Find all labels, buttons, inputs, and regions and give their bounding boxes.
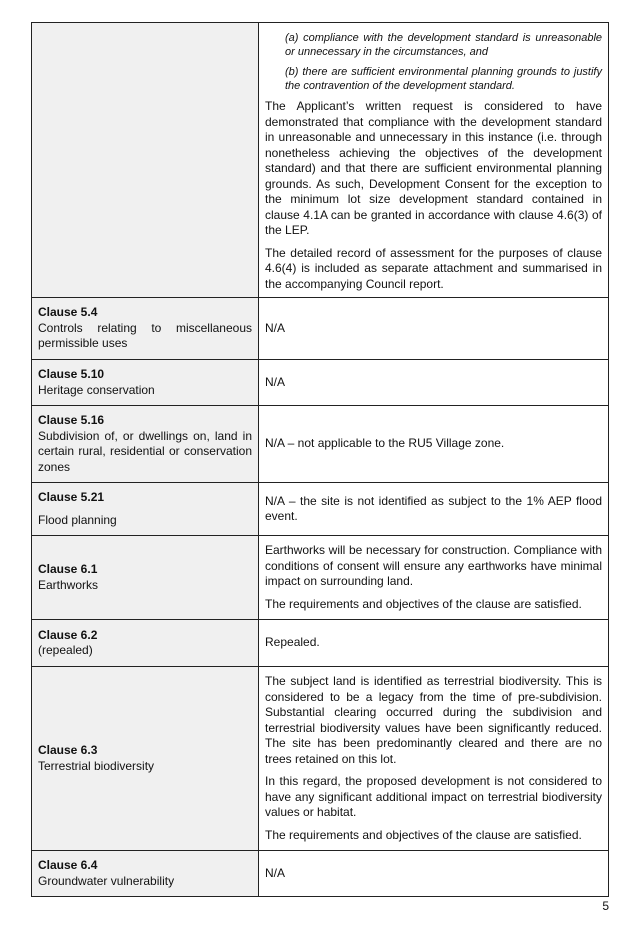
assessment-paragraph: The requirements and objectives of the clause are satisfied. <box>265 827 582 842</box>
clause-cell <box>32 406 259 483</box>
assessment-paragraph: Repealed. <box>265 635 320 650</box>
assessment-cell <box>259 536 609 620</box>
document-page <box>31 22 609 897</box>
assessment-paragraph: Earthworks will be necessary for construction. Compliance with conditions of consent will ensure any earthworks have minimal impact on surrounding land. <box>265 543 602 588</box>
assessment-cell <box>259 851 609 897</box>
clause-cell <box>32 851 259 897</box>
assessment-cell <box>259 667 609 851</box>
clause-cell <box>32 536 259 620</box>
assessment-paragraph: N/A – the site is not identified as subject to the 1% AEP flood event. <box>265 493 602 523</box>
table-row-intro <box>32 23 609 298</box>
clause-number: Clause 5.10 <box>38 367 105 381</box>
clause-title: Heritage conservation <box>38 382 155 397</box>
assessment-cell <box>259 360 609 406</box>
quote-a: (a) compliance with the development standard is unreasonable or unnecessary in the circumstances, and <box>285 32 602 58</box>
clause-cell-empty <box>32 23 259 298</box>
clause-number: Clause 6.3 <box>38 743 98 757</box>
table-row <box>32 536 609 620</box>
assessment-paragraph: N/A <box>265 374 286 389</box>
table-row <box>32 851 609 897</box>
table-row <box>32 620 609 667</box>
assessment-paragraph: N/A <box>265 865 286 880</box>
clause-number: Clause 6.4 <box>38 858 98 872</box>
clause-title: Terrestrial biodiversity <box>38 758 155 773</box>
clause-number: Clause 6.2 <box>38 627 98 642</box>
assessment-paragraph: The Applicant’s written request is considered to have demonstrated that compliance with the development standard in unreasonable and unnecessary in this instance (i.e. through nonetheless achieving the objectives of the development standard) and that there are sufficient environmental planning grounds. As such, Development Consent for the exception to the minimum lot size development standard contained in clause 4.1A can be granted in accordance with clause 4.6(3) of the LEP. <box>265 99 602 237</box>
assessment-paragraph: N/A – not applicable to the RU5 Village zone. <box>265 436 505 451</box>
assessment-cell <box>259 483 609 536</box>
assessment-cell <box>259 620 609 667</box>
clause-cell <box>32 298 259 360</box>
clause-title: Controls relating to miscellaneous permissible uses <box>38 320 252 351</box>
page-number: 5 <box>602 899 609 913</box>
table-row <box>32 483 609 536</box>
assessment-paragraph: N/A <box>265 320 286 335</box>
clause-number: Clause 6.1 <box>38 562 98 576</box>
clause-cell <box>32 483 259 536</box>
table-row <box>32 360 609 406</box>
clause-title: Earthworks <box>38 577 99 592</box>
lep-assessment-table <box>31 22 609 897</box>
clause-number: Clause 5.4 <box>38 305 98 320</box>
quote-b: (b) there are sufficient environmental planning grounds to justify the contravention of the development standard. <box>285 66 602 92</box>
clause-title: Subdivision of, or dwellings on, land in certain rural, residential or conservation zones <box>38 428 252 474</box>
table-row <box>32 298 609 360</box>
table-row <box>32 406 609 483</box>
assessment-paragraph: The detailed record of assessment for the purposes of clause 4.6(4) is included as separate attachment and summarised in the accompanying Council report. <box>265 245 602 291</box>
clause-number: Clause 5.16 <box>38 413 105 427</box>
clause-title: (repealed) <box>38 643 93 657</box>
clause-number: Clause 5.21 <box>38 490 105 504</box>
clause-cell <box>32 667 259 851</box>
assessment-cell <box>259 23 609 298</box>
clause-title: Groundwater vulnerability <box>38 873 175 888</box>
table-row <box>32 667 609 851</box>
assessment-paragraph: In this regard, the proposed development is not considered to have any significant additional impact on terrestrial biodiversity values or habitat. <box>265 774 602 819</box>
assessment-cell <box>259 406 609 483</box>
clause-cell <box>32 360 259 406</box>
table-body <box>32 23 609 897</box>
assessment-cell <box>259 298 609 360</box>
clause-title: Flood planning <box>38 512 117 527</box>
assessment-paragraph: The requirements and objectives of the clause are satisfied. <box>265 596 582 611</box>
clause-cell <box>32 620 259 667</box>
assessment-paragraph: The subject land is identified as terrestrial biodiversity. This is considered to be a legacy from the time of pre-subdivision. Substantial clearing occurred during the subdivision and terrestrial biodiversity values have been significantly reduced. The site has been predominantly cleared and there are no trees retained on this lot. <box>265 674 602 766</box>
